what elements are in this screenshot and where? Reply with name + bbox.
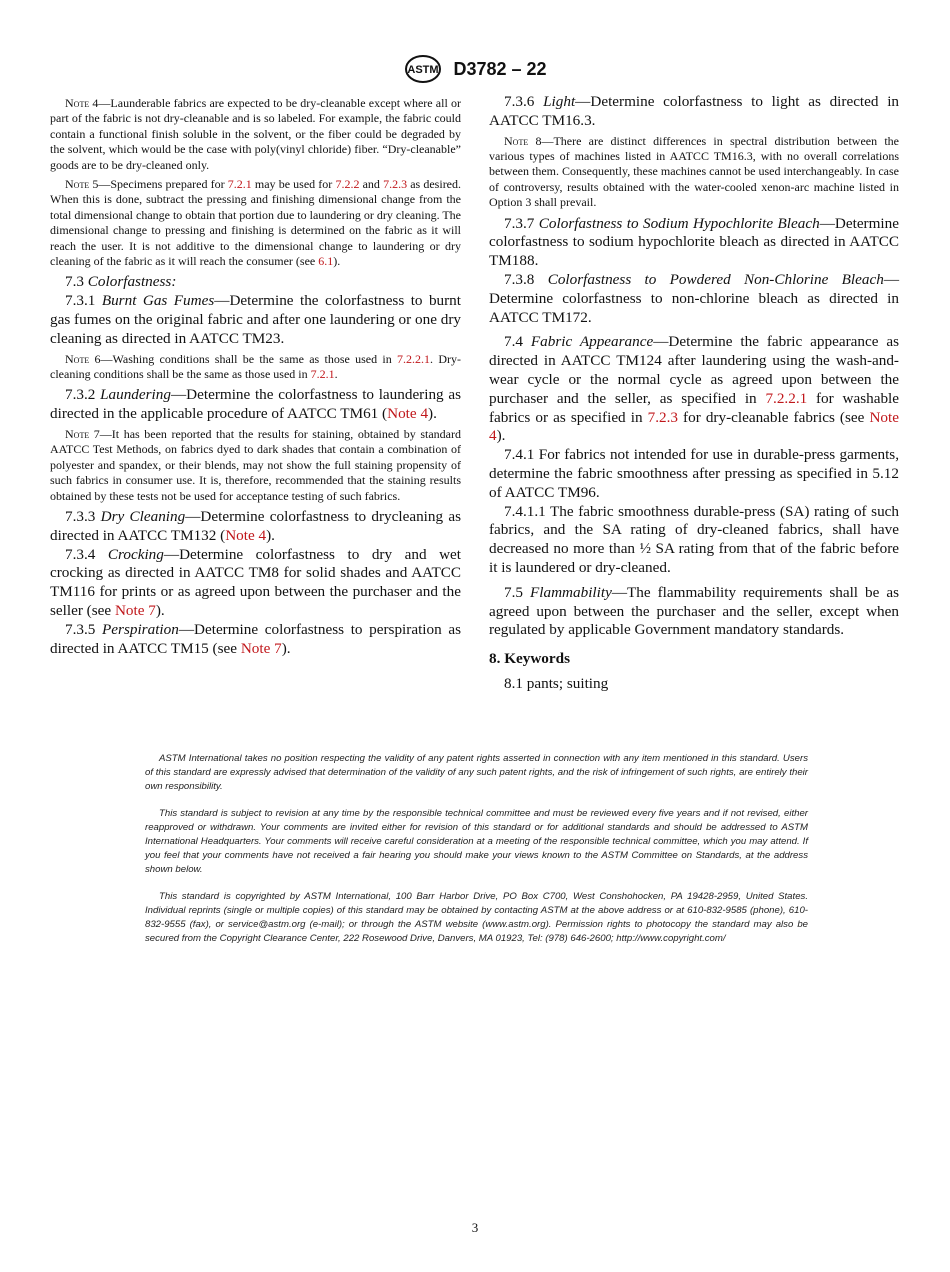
- paragraph-text: . Dry-cleaning conditions shall be the same as those used in: [50, 351, 461, 382]
- cross-reference-link[interactable]: Note 4: [387, 405, 429, 423]
- cross-reference-link[interactable]: Note 7: [114, 602, 156, 620]
- section-paragraph: [489, 503, 899, 578]
- paragraph-text: 8—There are distinct differences in spectral distribution between the various types of machines listed in AATCC TM16.3, with no overall correlations between them. Consequently, these machines cannot be used interchangeably. In case of controversy, results obtained with the water-cooled xenon-arc machine listed in Option 3 shall prevail.: [489, 133, 899, 210]
- note-paragraph: [50, 96, 461, 173]
- paragraph-text: 7.3.1: [65, 292, 102, 310]
- document-id: D3782 – 22: [453, 58, 547, 79]
- paragraph-text: 7.3.2: [65, 386, 101, 404]
- paragraph-text: 7.3.8: [504, 271, 548, 289]
- note-label: Note: [504, 133, 529, 148]
- cross-reference-link[interactable]: 7.2.2: [335, 177, 360, 192]
- paragraph-text: 7.4: [504, 333, 531, 351]
- paragraph-text: —Determine colorfastness to sodium hypochlorite bleach as directed in AATCC TM188.: [489, 214, 899, 270]
- section-paragraph: [489, 333, 899, 446]
- paragraph-text: ).: [428, 405, 437, 423]
- paragraph-text: 7.3: [65, 273, 88, 291]
- section-paragraph: [50, 273, 461, 292]
- section-paragraph: [489, 215, 899, 271]
- astm-logo-icon: [403, 54, 443, 84]
- paragraph-text: 7.4.1.1 The fabric smoothness durable-press (SA) rating of such fabrics, and the SA rating of dry-cleaned fabrics, shall have decreased no more than ½ SA rating from that of the fabric before it is laundered or dry-cleaned.: [489, 502, 899, 576]
- right-column: [489, 93, 899, 694]
- section-title: Colorfastness:: [87, 273, 177, 291]
- cross-reference-link[interactable]: 7.2.3: [647, 408, 678, 426]
- paragraph-text: 7.3.4: [65, 545, 108, 563]
- paragraph-text: for dry-cleanable fabrics (see: [677, 408, 870, 426]
- section-paragraph: [489, 584, 899, 640]
- note-label: Note: [65, 96, 90, 110]
- cross-reference-link[interactable]: 7.2.2.1: [765, 389, 808, 407]
- section-title: Flammability: [529, 583, 612, 601]
- cross-reference-link[interactable]: Note 4: [489, 408, 899, 445]
- section-title: Fabric Appearance: [530, 333, 654, 351]
- paragraph-text: —Determine colorfastness to light as directed in AATCC TM16.3.: [489, 93, 900, 129]
- section-title: Burnt Gas Fumes: [101, 292, 215, 310]
- paragraph-text: 7.3.5: [65, 620, 103, 638]
- paragraph-text: ).: [266, 526, 275, 544]
- paragraph-text: —Determine colorfastness to perspiration as directed in AATCC TM15 (see: [50, 620, 462, 657]
- section-heading: [489, 650, 899, 669]
- left-column: [50, 93, 461, 658]
- paragraph-text: 6—Washing conditions shall be the same as those used in: [89, 351, 398, 366]
- paragraph-text: 7.3.6: [504, 93, 544, 110]
- section-title: Perspiration: [102, 620, 179, 638]
- paragraph-text: —Determine the fabric appearance as directed in AATCC TM124 after laundering using the wash-and-wear cycle or the normal cycle as agreed upon between the purchaser and the seller, as specified in: [489, 333, 900, 407]
- page-number: 3: [471, 1220, 479, 1235]
- section-paragraph: [50, 386, 461, 424]
- svg-text:ASTM: ASTM: [407, 64, 440, 76]
- cross-reference-link[interactable]: 7.2.1: [310, 367, 335, 382]
- paragraph-text: 8. Keywords: [489, 650, 570, 668]
- footer-notice: [145, 752, 808, 960]
- paragraph-text: ).: [333, 254, 341, 269]
- cross-reference-link[interactable]: 7.2.3: [383, 177, 408, 192]
- note-label: Note: [65, 351, 90, 366]
- section-paragraph: [50, 621, 461, 659]
- section-paragraph: [489, 446, 899, 502]
- cross-reference-link[interactable]: Note 7: [240, 639, 282, 657]
- paragraph-text: 4—Launderable fabrics are expected to be dry-cleanable except where all or part of the fabric is not dry-cleanable and is so labeled. For example, the fabric could contain a functional finish soluble in the solvent, or the fiber could be degraded by the solvent, which would be the case with poly(vinyl chloride) fiber. “Dry-cleanable” goods are to be dry-cleaned only.: [50, 96, 461, 172]
- paragraph-text: 8.1 pants; suiting: [504, 674, 609, 692]
- section-title: Colorfastness to Sodium Hypochlorite Bleach: [538, 214, 820, 232]
- paragraph-text: ).: [496, 427, 506, 445]
- section-title: Crocking: [107, 545, 164, 563]
- note-label: Note: [65, 427, 90, 442]
- paragraph-text: —Determine colorfastness to dry and wet crocking as directed in AATCC TM8 for solid shades and AATCC TM116 for prints or as agreed upon between the purchaser and the seller (see: [50, 545, 461, 620]
- revision-notice: This standard is subject to revision at any time by the responsible technical committee and must be reviewed every five years and if not revised, either reapproved or withdrawn. Your comments are invited either for revision of this standard or for additional standards and should be addressed to ASTM International Headquarters. Your comments will receive careful consideration at a meeting of the responsible technical committee, which you may attend. If you feel that your comments have not received a fair hearing you should make your views known to the ASTM Committee on Standards, at the address shown below.: [145, 808, 808, 875]
- section-paragraph: [489, 93, 899, 131]
- paragraph-text: ).: [281, 639, 291, 657]
- section-paragraph: [489, 675, 899, 694]
- paragraph-text: may be used for: [251, 177, 336, 192]
- section-title: Light: [543, 93, 576, 110]
- paragraph-text: for washable fabrics or as specified in: [489, 389, 900, 426]
- section-title: Laundering: [100, 386, 171, 404]
- paragraph-text: as desired. When this is done, subtract the pressing and finishing dimensional change from the total dimensional change to obtain that portion due to laundering or dry cleaning. The dimensional change to pressing and finishing is determined on the fabric as it will reach the user. It is not additive to the dimensional change to laundering or dry cleaning of the fabric as it will reach the consumer (see: [50, 177, 462, 269]
- paragraph-text: 5—Specimens prepared for: [89, 177, 228, 192]
- note-paragraph: [489, 134, 899, 211]
- note-paragraph: [50, 177, 461, 269]
- section-paragraph: [50, 508, 461, 546]
- paragraph-text: —Determine colorfastness to drycleaning as directed in AATCC TM132 (: [50, 508, 461, 544]
- paragraph-text: —Determine colorfastness to non-chlorine bleach as directed in AATCC TM172.: [489, 271, 900, 326]
- note-paragraph: [50, 352, 461, 383]
- paragraph-text: —The flammability requirements shall be as agreed upon between the purchaser and the seller, except when regulated by applicable Government mandatory standards.: [489, 583, 900, 639]
- cross-reference-link[interactable]: 7.2.2.1: [397, 351, 431, 366]
- paragraph-text: —Determine the colorfastness to burnt gas fumes on the original fabric and after one laundering or one dry cleaning as directed in AATCC TM23.: [50, 292, 461, 347]
- section-title: Dry Cleaning: [100, 508, 186, 526]
- note-label: Note: [65, 177, 90, 192]
- copyright-notice: This standard is copyrighted by ASTM International, 100 Barr Harbor Drive, PO Box C700, West Conshohocken, PA 19428-2959, United States. Individual reprints (single or multiple copies) of this standard may be obtained by contacting ASTM at the above address or at 610-832-9585 (phone), 610-832-9555 (fax), or service@astm.org (e-mail); or through the ASTM website (www.astm.org). Permission rights to photocopy the standard may also be secured from the Copyright Clearance Center, 222 Rosewood Drive, Danvers, MA 01923, Tel: (978) 646-2600; http://www.copyright.com/: [145, 891, 808, 944]
- paragraph-text: 7.3.7: [504, 214, 539, 232]
- paragraph-text: 7.4.1 For fabrics not intended for use in durable-press garments, determine the fabric smoothness after pressing as specified in 5.12 of AATCC TM96.: [489, 446, 899, 501]
- paragraph-text: 7.3.3: [65, 508, 101, 526]
- paragraph-text: 7—It has been reported that the results for staining, obtained by standard AATCC Test Methods, on fabrics dyed to dark shades that contain a combination of polyester and spandex, or their blends, may not show the full staining propensity of such fabrics in consumer use. It is, therefore, recommended that the staining results obtained by these tests not be used for acceptance testing of such fabrics.: [50, 427, 461, 503]
- paragraph-text: —Determine the colorfastness to laundering as directed in the applicable procedure of AATCC TM61 (: [50, 386, 461, 423]
- page-header: [0, 54, 950, 84]
- cross-reference-link[interactable]: Note 4: [225, 526, 267, 544]
- section-paragraph: [50, 292, 461, 348]
- section-title: Colorfastness to Powdered Non-Chlorine Bleach: [547, 271, 884, 289]
- paragraph-text: .: [334, 367, 338, 382]
- patent-notice: ASTM International takes no position respecting the validity of any patent rights asserted in connection with any item mentioned in this standard. Users of this standard are expressly advised that determination of the validity of any such patent rights, and the risk of infringement of such rights, are entirely their own responsibility.: [145, 753, 808, 792]
- paragraph-text: 7.5: [504, 583, 530, 601]
- section-paragraph: [50, 546, 461, 621]
- cross-reference-link[interactable]: 7.2.1: [227, 177, 252, 192]
- section-paragraph: [489, 271, 899, 327]
- cross-reference-link[interactable]: 6.1: [318, 254, 334, 269]
- paragraph-text: ).: [155, 602, 165, 620]
- paragraph-text: and: [359, 177, 384, 192]
- note-paragraph: [50, 427, 461, 504]
